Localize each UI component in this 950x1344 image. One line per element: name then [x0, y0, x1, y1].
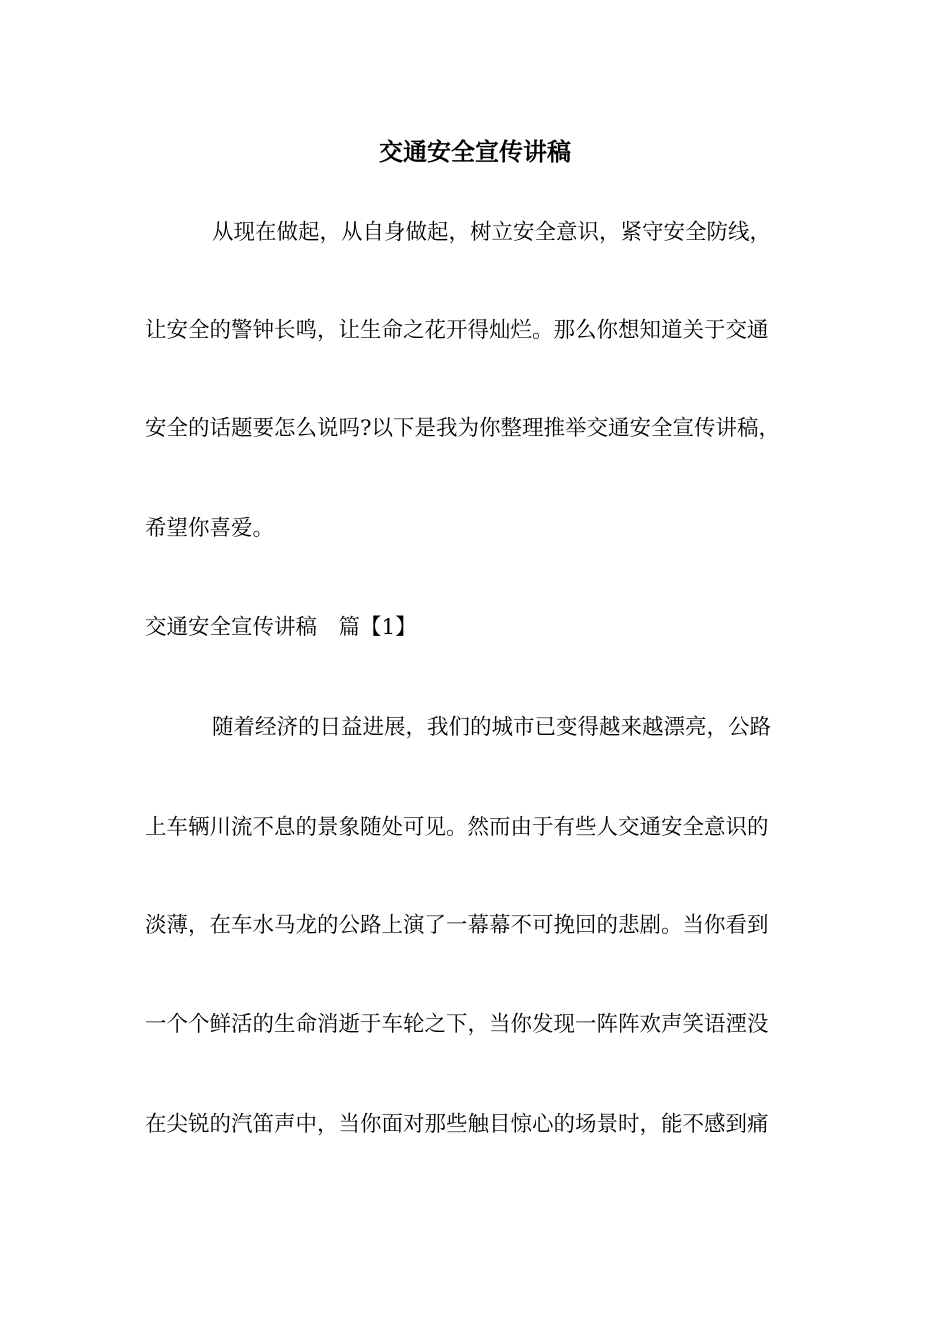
- body-line-4: 一个个鲜活的生命消逝于车轮之下，当你发现一阵阵欢声笑语湮没: [145, 1012, 769, 1037]
- body-line-2: 上车辆川流不息的景象随处可见。然而由于有些人交通安全意识的: [145, 815, 769, 840]
- body-line-5: 在尖锐的汽笛声中，当你面对那些触目惊心的场景时，能不感到痛: [145, 1112, 769, 1137]
- section-heading: 交通安全宣传讲稿 篇【1】: [145, 615, 417, 640]
- intro-line-3: 安全的话题要怎么说吗?以下是我为你整理推举交通安全宣传讲稿，: [145, 416, 781, 441]
- intro-line-4: 希望你喜爱。: [145, 516, 275, 541]
- intro-line-1: 从现在做起，从自身做起，树立安全意识，紧守安全防线，: [212, 220, 772, 245]
- body-line-3: 淡薄，在车水马龙的公路上演了一幕幕不可挽回的悲剧。当你看到: [145, 913, 769, 938]
- document-title: 交通安全宣传讲稿: [379, 137, 571, 166]
- intro-line-2: 让安全的警钟长鸣，让生命之花开得灿烂。那么你想知道关于交通: [145, 318, 769, 343]
- body-line-1: 随着经济的日益进展，我们的城市已变得越来越漂亮，公路: [212, 715, 772, 740]
